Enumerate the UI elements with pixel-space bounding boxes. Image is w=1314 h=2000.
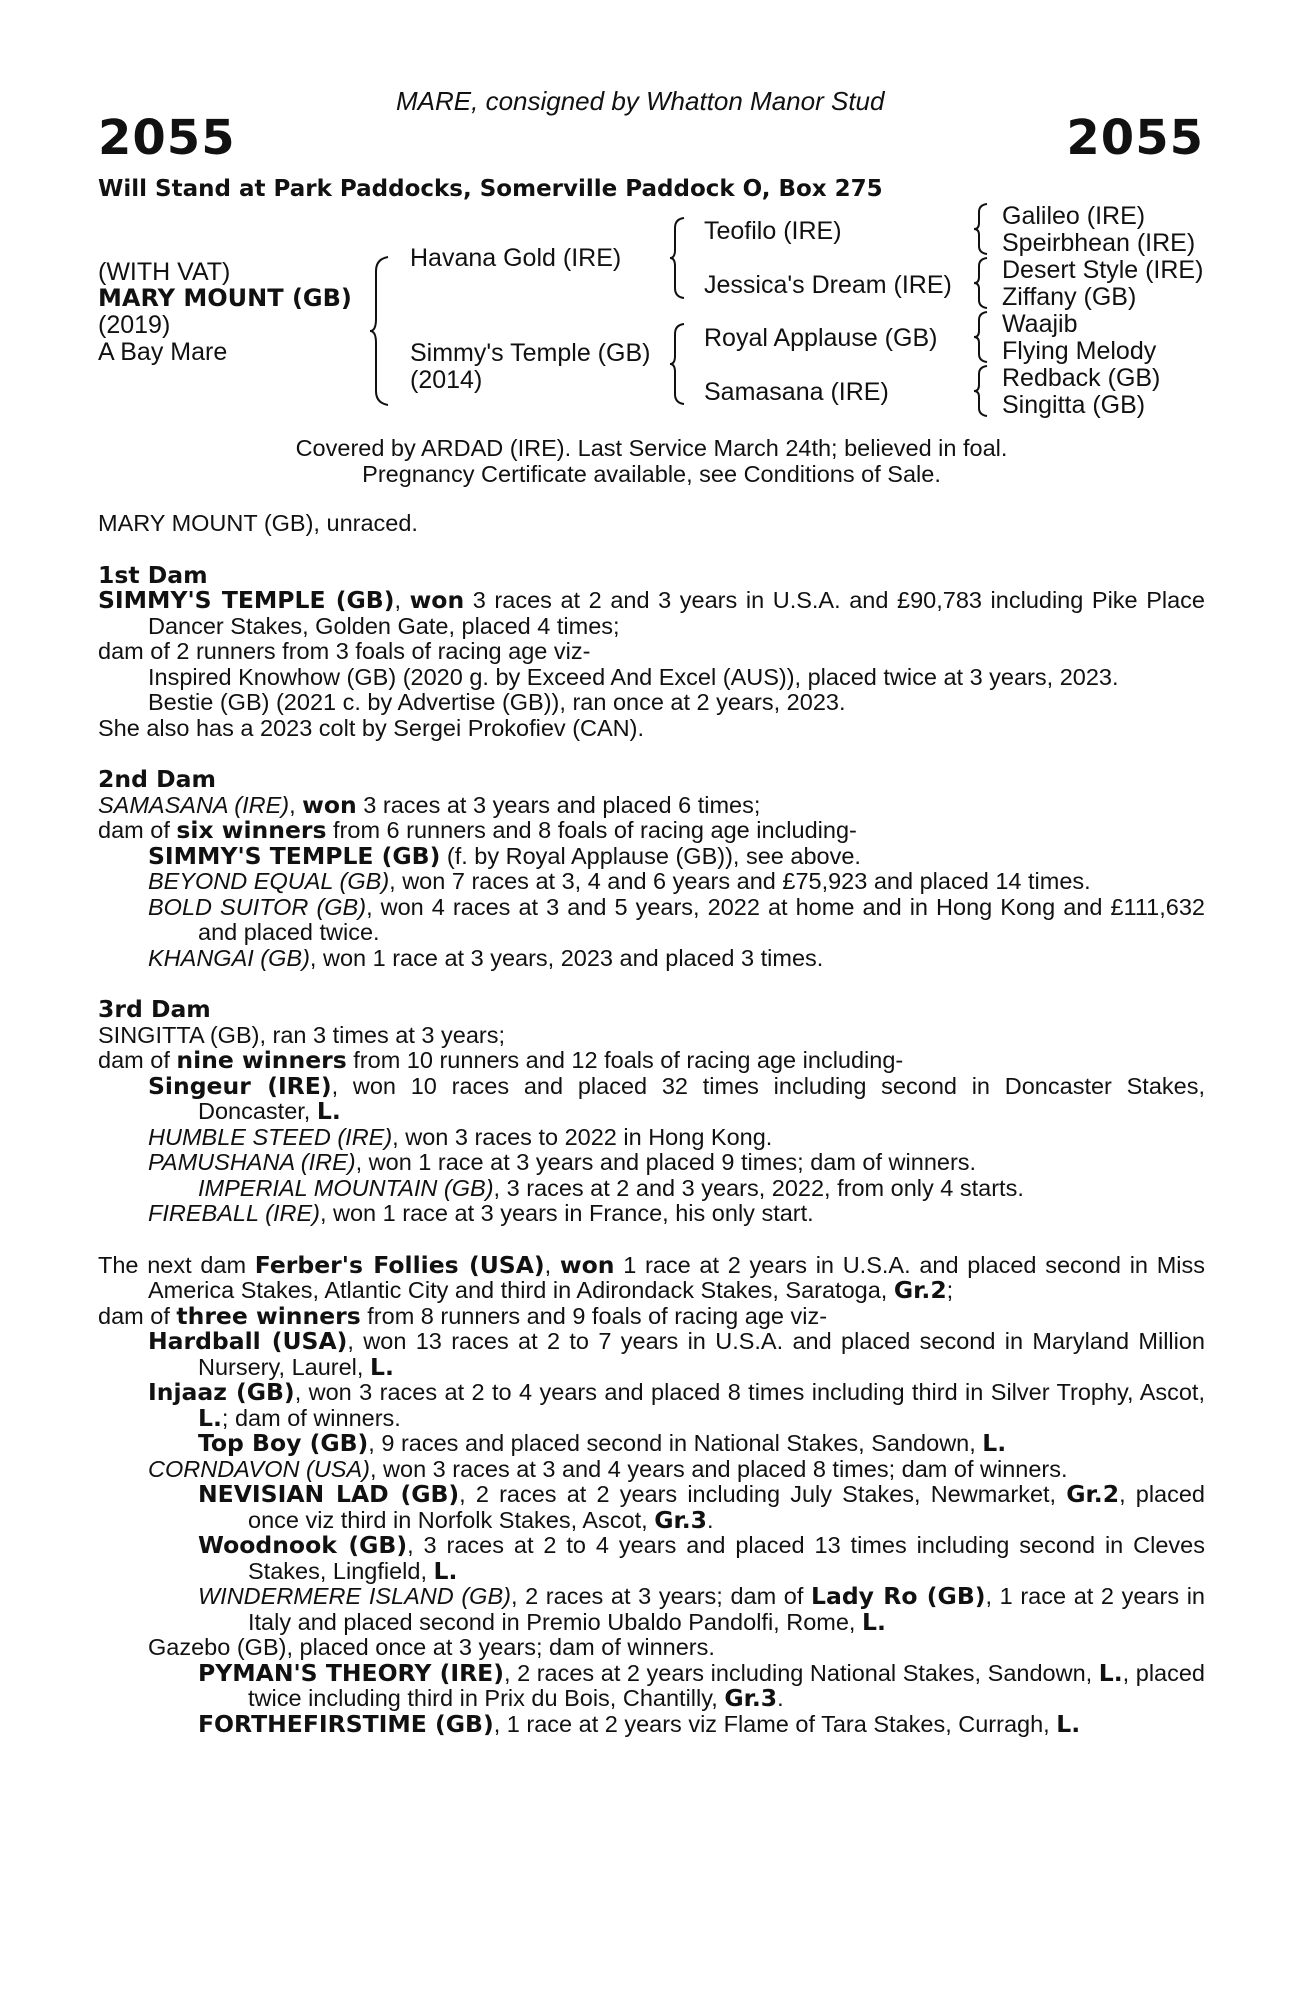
next-dam-record: The next dam Ferber's Follies (USA), won 1 race at 2 years in U.S.A. and placed second in Miss America Stakes, Atlantic City and third in Adirondack Stakes, Saratoga, Gr.2;: [98, 1250, 1205, 1304]
third-dam-record: SINGITTA (GB), ran 3 times at 3 years;: [98, 1021, 506, 1048]
lot-number-left: 2055: [98, 110, 236, 166]
pedigree-sire-dam: Jessica's Dream (IRE): [704, 271, 952, 299]
produce-hardball: Hardball (USA), won 13 races at 2 to 7 years in U.S.A. and placed second in Maryland Million Nursery, Laurel, L.: [148, 1327, 1205, 1381]
first-dam-produce-2: Bestie (GB) (2021 c. by Advertise (GB)), ran once at 2 years, 2023.: [148, 689, 846, 715]
vat-note: (WITH VAT): [98, 258, 231, 286]
next-dam-intro: dam of three winners from 8 runners and 9 foals of racing age viz-: [98, 1301, 828, 1330]
first-dam-record: SIMMY'S TEMPLE (GB), won 3 races at 2 and 3 years in U.S.A. and £90,783 including Pike Place Dancer Stakes, Golden Gate, placed 4 times;: [98, 586, 1206, 639]
third-dam-produce-3a: IMPERIAL MOUNTAIN (GB), 3 races at 2 and 3 years, 2022, from only 4 starts.: [198, 1174, 1024, 1201]
pedigree-dam: Simmy's Temple (GB): [410, 339, 651, 367]
produce-windermere-island: WINDERMERE ISLAND (GB), 2 races at 3 years; dam of Lady Ro (GB), 1 race at 2 years in Italy and placed second in Premio Ubaldo Pandolfi, Rome, L.: [198, 1582, 1206, 1636]
stand-location: Will Stand at Park Paddocks, Somerville Paddock O, Box 275: [98, 176, 883, 202]
pedigree-sss: Galileo (IRE): [1002, 202, 1146, 230]
next-dam-section: [98, 1250, 1206, 1738]
produce-injaaz: Injaaz (GB), won 3 races at 2 to 4 years and placed 8 times including third in Silver Trophy, Ascot, L.; dam of winners.: [148, 1378, 1205, 1432]
third-dam-produce-1: Singeur (IRE), won 10 races and placed 32 times including second in Doncaster Stakes, Doncaster, L.: [148, 1071, 1206, 1125]
second-dam-name: SAMASANA (IRE): [98, 791, 290, 818]
second-dam-heading: 2nd Dam: [98, 765, 216, 793]
third-dam-intro: dam of nine winners from 10 runners and 12 foals of racing age including-: [98, 1046, 904, 1074]
unraced-line: MARY MOUNT (GB), unraced.: [98, 510, 418, 536]
pedigree-dam-sire: Royal Applause (GB): [704, 324, 938, 352]
third-dam-produce-3: PAMUSHANA (IRE), won 1 race at 3 years and placed 9 times; dam of winners.: [148, 1149, 977, 1175]
lot-number-right: 2055: [1066, 110, 1204, 166]
third-dam-section: [98, 997, 1205, 1227]
first-dam-section: [98, 560, 1206, 742]
pedigree-sds: Desert Style (IRE): [1002, 256, 1204, 284]
second-dam-produce-3: BOLD SUITOR (GB), won 4 races at 3 and 5 years, 2022 at home and in Hong Kong and £111,632 and placed twice.: [148, 893, 1205, 945]
horse-year: (2019): [98, 311, 171, 339]
pedigree-dam-dam: Samasana (IRE): [704, 378, 889, 406]
horse-description: A Bay Mare: [98, 338, 228, 366]
produce-nevisian-lad: NEVISIAN LAD (GB), 2 races at 2 years including July Stakes, Newmarket, Gr.2, placed once viz third in Norfolk Stakes, Ascot, Gr.3.: [198, 1480, 1206, 1534]
first-dam-also: She also has a 2023 colt by Sergei Prokofiev (CAN).: [98, 714, 644, 741]
second-dam-produce-2: BEYOND EQUAL (GB), won 7 races at 3, 4 and 6 years and £75,923 and placed 14 times.: [148, 868, 1091, 894]
catalogue-body: [98, 511, 1205, 1737]
pedigree-ssd: Speirbhean (IRE): [1002, 229, 1196, 257]
pedigree-ddd: Singitta (GB): [1002, 391, 1146, 419]
third-dam-produce-4: FIREBALL (IRE), won 1 race at 3 years in France, his only start.: [148, 1200, 814, 1226]
produce-woodnook: Woodnook (GB), 3 races at 2 to 4 years and placed 13 times including second in Cleves Stakes, Lingfield, L.: [198, 1531, 1205, 1585]
produce-pymans-theory: PYMAN'S THEORY (IRE), 2 races at 2 years including National Stakes, Sandown, L., placed twice including third in Prix du Bois, Chantilly, Gr.3.: [198, 1658, 1206, 1712]
second-dam-section: [98, 767, 1205, 971]
produce-gazebo: Gazebo (GB), placed once at 3 years; dam of winners.: [148, 1634, 715, 1660]
first-dam-produce-intro: dam of 2 runners from 3 foals of racing age viz-: [98, 638, 591, 664]
pedigree-brace-sire: [668, 216, 690, 300]
pedigree-dss: Waajib: [1002, 310, 1078, 338]
third-dam-produce-2: HUMBLE STEED (IRE), won 3 races to 2022 in Hong Kong.: [148, 1123, 773, 1150]
pedigree-brace-ds: [972, 310, 994, 364]
second-dam-record: SAMASANA (IRE), won 3 races at 3 years and placed 6 times;: [98, 790, 761, 819]
produce-forthefirstime: FORTHEFIRSTIME (GB), 1 race at 2 years viz Flame of Tara Stakes, Curragh, L.: [198, 1709, 1081, 1738]
produce-corndavon: CORNDAVON (USA), won 3 races at 3 and 4 years and placed 8 times; dam of winners.: [148, 1455, 1068, 1482]
pedigree-sdd: Ziffany (GB): [1002, 283, 1137, 311]
pedigree-dds: Redback (GB): [1002, 364, 1161, 392]
produce-top-boy: Top Boy (GB), 9 races and placed second in National Stakes, Sandown, L.: [198, 1429, 1007, 1457]
covered-note: [98, 436, 1205, 487]
second-dam-produce-1: SIMMY'S TEMPLE (GB) (f. by Royal Applause (GB)), see above.: [148, 841, 861, 870]
first-dam-produce-1: Inspired Knowhow (GB) (2020 g. by Exceed And Excel (AUS)), placed twice at 3 years, 2023.: [148, 663, 1119, 690]
first-dam-won: won: [409, 586, 465, 614]
pedigree-brace-sd: [972, 256, 994, 310]
pedigree-sire-sire: Teofilo (IRE): [704, 217, 842, 245]
pedigree-brace-dd: [972, 364, 994, 418]
consignment-line: MARE, consigned by Whatton Manor Stud: [396, 86, 885, 116]
third-dam-heading: 3rd Dam: [98, 995, 211, 1023]
pedigree-sire: Havana Gold (IRE): [410, 244, 622, 272]
covered-line-1: Covered by ARDAD (IRE). Last Service March 24th; believed in foal.: [295, 435, 1008, 461]
first-dam-name: SIMMY'S TEMPLE (GB): [98, 586, 395, 614]
covered-line-2: Pregnancy Certificate available, see Conditions of Sale.: [362, 460, 941, 487]
pedigree-brace-main: [368, 255, 394, 407]
second-dam-intro: dam of six winners from 6 runners and 8 foals of racing age including-: [98, 816, 857, 844]
first-dam-heading: 1st Dam: [98, 560, 208, 589]
pedigree-dam-year: (2014): [410, 366, 483, 394]
pedigree-brace-dam: [668, 322, 690, 406]
second-dam-produce-4: KHANGAI (GB), won 1 race at 3 years, 2023 and placed 3 times.: [148, 944, 824, 971]
first-dam-record-text: 3 races at 2 and 3 years in U.S.A. and £90,783 including Pike Place Dancer Stakes, Golden Gate, placed 4 times;: [148, 587, 1206, 639]
pedigree-dsd: Flying Melody: [1002, 337, 1157, 365]
horse-name: MARY MOUNT (GB): [98, 284, 352, 312]
pedigree-brace-ss: [972, 202, 994, 256]
